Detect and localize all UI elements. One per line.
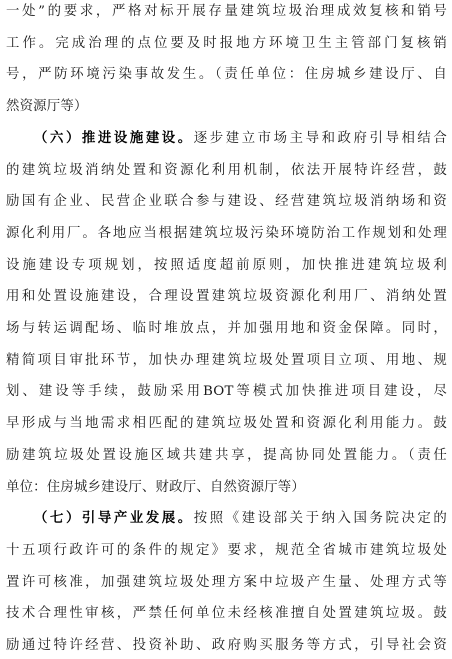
text-line: 精简项目审批环节，加快办理建筑垃圾处置项目立项、用地、规 xyxy=(6,352,447,368)
text-line: 的建筑垃圾消纳处置和资源化利用机制，依法开展特许经营，鼓 xyxy=(6,162,447,178)
text-line: 用和处置设施建设，合理设置建筑垃圾资源化利用厂、消纳处置 xyxy=(6,289,447,305)
section-heading: （六）推进设施建设。 xyxy=(34,130,194,146)
text-line: 励通过特许经营、投资补助、政府购买服务等方式，引导社会资 xyxy=(6,638,447,653)
text-line: 早形成与当地需求相匹配的建筑垃圾处置和资源化利用能力。鼓 xyxy=(6,416,447,432)
paragraph-text: 逐步建立市场主导和政府引导相结合 xyxy=(193,130,447,146)
section-heading: （七）引导产业发展。 xyxy=(34,511,194,527)
text-line: 励国有企业、民营企业联合参与建设、经营建筑垃圾消纳场和资 xyxy=(6,194,447,210)
text-line: 置许可核准，加强建筑垃圾处理方案中垃圾产生量、处理方式等 xyxy=(6,574,447,590)
text-line: 单位：住房城乡建设厅、财政厅、自然资源厅等） xyxy=(6,479,305,495)
text-line: 然资源厅等） xyxy=(6,99,88,115)
text-line: 工作。完成治理的点位要及时报地方环境卫生主管部门复核销 xyxy=(6,35,447,51)
text-line: 一处”的要求，严格对标开展存量建筑垃圾治理成效复核和销号 xyxy=(6,4,447,19)
text-line: 场与转运调配场、临时堆放点，并加强用地和资金保障。同时， xyxy=(6,321,447,336)
text-line: 技术合理性审核，严禁任何单位未经核准擅自处置建筑垃圾。鼓 xyxy=(6,606,447,622)
text-line: 十五项行政许可的条件的规定》要求，规范全省城市建筑垃圾处 xyxy=(6,542,447,558)
text-line: 源化利用厂。各地应当根据建筑垃圾污染环境防治工作规划和处理 xyxy=(6,225,447,241)
text-line: 设施建设专项规划，按照适度超前原则，加快推进建筑垃圾利 xyxy=(6,257,447,273)
text-line: 划、建设等手续，鼓励采用BOT等模式加快推进项目建设，尽 xyxy=(6,384,447,400)
paragraph-first-line xyxy=(6,505,447,532)
paragraph-first-line xyxy=(6,125,447,152)
paragraph-text: 按照《建设部关于纳入国务院决定的 xyxy=(193,511,447,527)
text-line: 号，严防环境污染事故发生。（责任单位：住房城乡建设厅、自 xyxy=(6,67,447,83)
text-line: 励建筑垃圾处置设施区域共建共享，提高协同处置能力。（责任 xyxy=(6,447,447,463)
